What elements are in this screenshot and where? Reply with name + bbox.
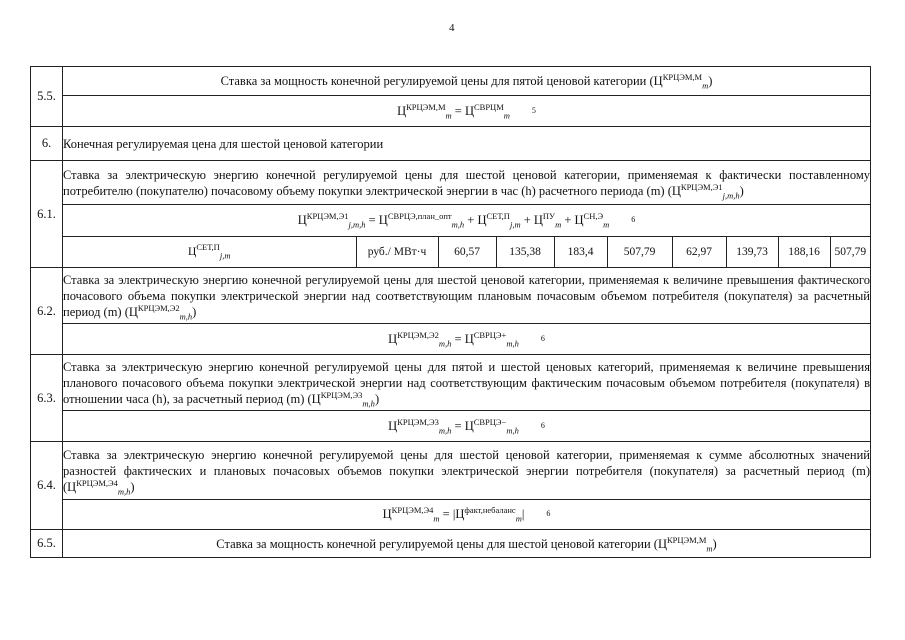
formula-sub: m [555,219,562,230]
tariff-table [30,66,871,558]
label-sup: СЕТ,П [196,242,220,253]
title-end: ) [708,74,713,88]
footnote-mark: 6 [631,215,636,224]
row-text [63,268,871,324]
row-text [63,442,871,500]
values-cell [63,237,871,268]
formula-term: = Ц [451,103,474,118]
text-end: ) [192,304,197,319]
row-number: 6.4. [31,442,63,530]
formula-sub: m [445,110,452,120]
page-number: 4 [449,22,455,34]
text-sup: КРЦЭМ,Э1 [680,181,723,192]
title-text: Ставка за мощность конечной регулируемой цены для шестой ценовой категории (Ц [216,536,667,551]
formula [63,205,871,237]
row-6-2 [31,268,871,324]
formula-sup: КРЦЭМ,Э1 [306,210,349,221]
formula-sup: СН,Э [583,210,604,221]
text-end: ) [739,183,744,198]
title-end: ) [712,536,717,551]
row-number: 5.5. [31,67,63,127]
text-sup: КРЦЭМ,Э2 [137,302,180,313]
text-sub: m,h [179,311,193,321]
values-unit: руб./ МВт·ч [356,237,438,267]
footnote-mark: 5 [531,105,536,115]
text-sub: m,h [117,486,131,496]
title-sup: КРЦЭМ,М [662,71,703,82]
row-text-body: Ставка за электрическую энергию конечной регулируемой цены для шестой ценовой категории, применяемая к величине превышения фактического почасового объема покупки электрической энергии над соответствующим плановым почасовым объемом потребителя (покупателя) за расчетный период (m) (Ц [63,272,870,319]
formula-term: = Ц [365,213,388,227]
formula-sub: m,h [506,425,519,435]
values-table [63,237,870,267]
formula-sub: m,h [506,338,519,348]
formula [63,96,871,127]
formula-term: + Ц [520,213,543,227]
row-5-5-formula [31,96,871,127]
row-title [63,530,871,558]
value-cell: 188,16 [778,237,830,267]
row-6-1-formula [31,205,871,237]
row-title [63,67,871,96]
row-6-4-formula [31,500,871,530]
formula-term: + Ц [464,213,487,227]
formula-sup: КРЦЭМ,Э2 [397,329,439,340]
formula-sup: ПУ [542,210,556,221]
label-sub: j,m [219,250,231,261]
formula-sup: КРЦЭМ,Э4 [391,504,434,515]
formula-term: Ц [388,418,398,433]
formula-sub: m [603,219,610,230]
value-cell: 135,38 [496,237,554,267]
row-number: 6.1. [31,161,63,268]
title-sub: m [706,543,713,553]
row-text [63,161,871,205]
row-text [63,355,871,411]
values-label [63,237,356,267]
row-6-3-formula [31,411,871,442]
title-text: Ставка за мощность конечной регулируемой цены для пятой ценовой категории (Ц [220,74,663,88]
text-sub: m,h [362,398,375,408]
value-cell: 139,73 [726,237,778,267]
formula-sup: СВРЦЭ+ [473,329,507,340]
row-6-1 [31,161,871,205]
footnote-mark: 6 [540,333,545,343]
formula-term: Ц [382,507,392,521]
row-number: 6. [31,127,63,161]
formula [63,324,871,355]
row-number: 6.2. [31,268,63,355]
formula-sup: КРЦЭМ,М [406,101,446,112]
formula-sub: m,h [451,219,465,230]
row-5-5 [31,67,871,96]
footnote-mark: 6 [546,509,551,518]
label-term: Ц [188,246,197,258]
formula [63,500,871,530]
row-text-body: Ставка за электрическую энергию конечной регулируемой цены для шестой ценовой категории, применяемая к сумме абсолютных значений разностей фактических и плановых почасовых объемов покупки электрической энергии потребителя (покупателя) за расчетный период (m) (Ц [63,447,870,494]
text-sup: КРЦЭМ,Э4 [76,477,118,488]
formula-sub: m [433,513,440,524]
value-cell: 60,57 [438,237,496,267]
formula-sub: m,h [438,338,452,348]
formula-term: Ц [397,103,407,118]
formula-term: Ц [297,213,307,227]
formula-sub: j,m,h [348,219,366,230]
row-number: 6.3. [31,355,63,442]
text-sub: j,m,h [722,190,740,200]
title-sub: m [702,80,709,91]
text-end: ) [130,479,135,494]
row-6-1-values [31,237,871,268]
row-6-3 [31,355,871,411]
formula-term: = Ц [451,418,474,433]
footnote-mark: 6 [540,420,545,430]
formula-sup: СЕТ,П [486,210,510,221]
row-6 [31,127,871,161]
formula-sub: m [503,110,510,120]
formula-sub: j,m [509,219,521,230]
formula-sub: m,h [438,425,452,435]
value-cell: 507,79 [830,237,870,267]
value-cell: 507,79 [607,237,672,267]
formula-sub: m [515,513,522,524]
row-6-2-formula [31,324,871,355]
formula-term: Ц [388,331,398,346]
formula-term: + Ц [561,213,584,227]
formula-sup: СВРЦМ [473,101,504,112]
value-cell: 183,4 [554,237,607,267]
row-text-body: Ставка за электрическую энергию конечной регулируемой цены для шестой ценовой категории, применяемая к фактически поставленному потребителю (покупателю) почасовому объему покупки электрической энергии в час (h) расчетного периода (m) (Ц [63,167,870,198]
text-end: ) [374,391,380,406]
formula-sup: СВРЦЭ,план_опт [387,210,452,221]
row-number: 6.5. [31,530,63,558]
text-sup: КРЦЭМ,Э3 [320,389,363,400]
row-title: Конечная регулируемая цена для шестой ценовой категории [63,127,871,161]
value-cell: 62,97 [672,237,726,267]
row-text-body: Ставка за электрическую энергию конечной регулируемой цены для пятой и шестой ценовых категорий, применяемая к величине превышения планового почасового объема покупки электрической энергии над соответствующим фактическим почасовым объемом потребителя (покупателя) в отношении часа (h), за расчетный период (m) (Ц [63,359,870,406]
row-6-5 [31,530,871,558]
formula-term: | [521,507,525,521]
formula-sup: СВРЦЭ− [473,416,507,427]
formula [63,411,871,442]
title-sup: КРЦЭМ,М [666,534,707,545]
formula-term: = |Ц [439,507,465,521]
row-6-4 [31,442,871,500]
formula-term: = Ц [451,331,474,346]
formula-sup: КРЦЭМ,Э3 [397,416,439,427]
formula-sup: факт,небаланс [464,504,516,515]
